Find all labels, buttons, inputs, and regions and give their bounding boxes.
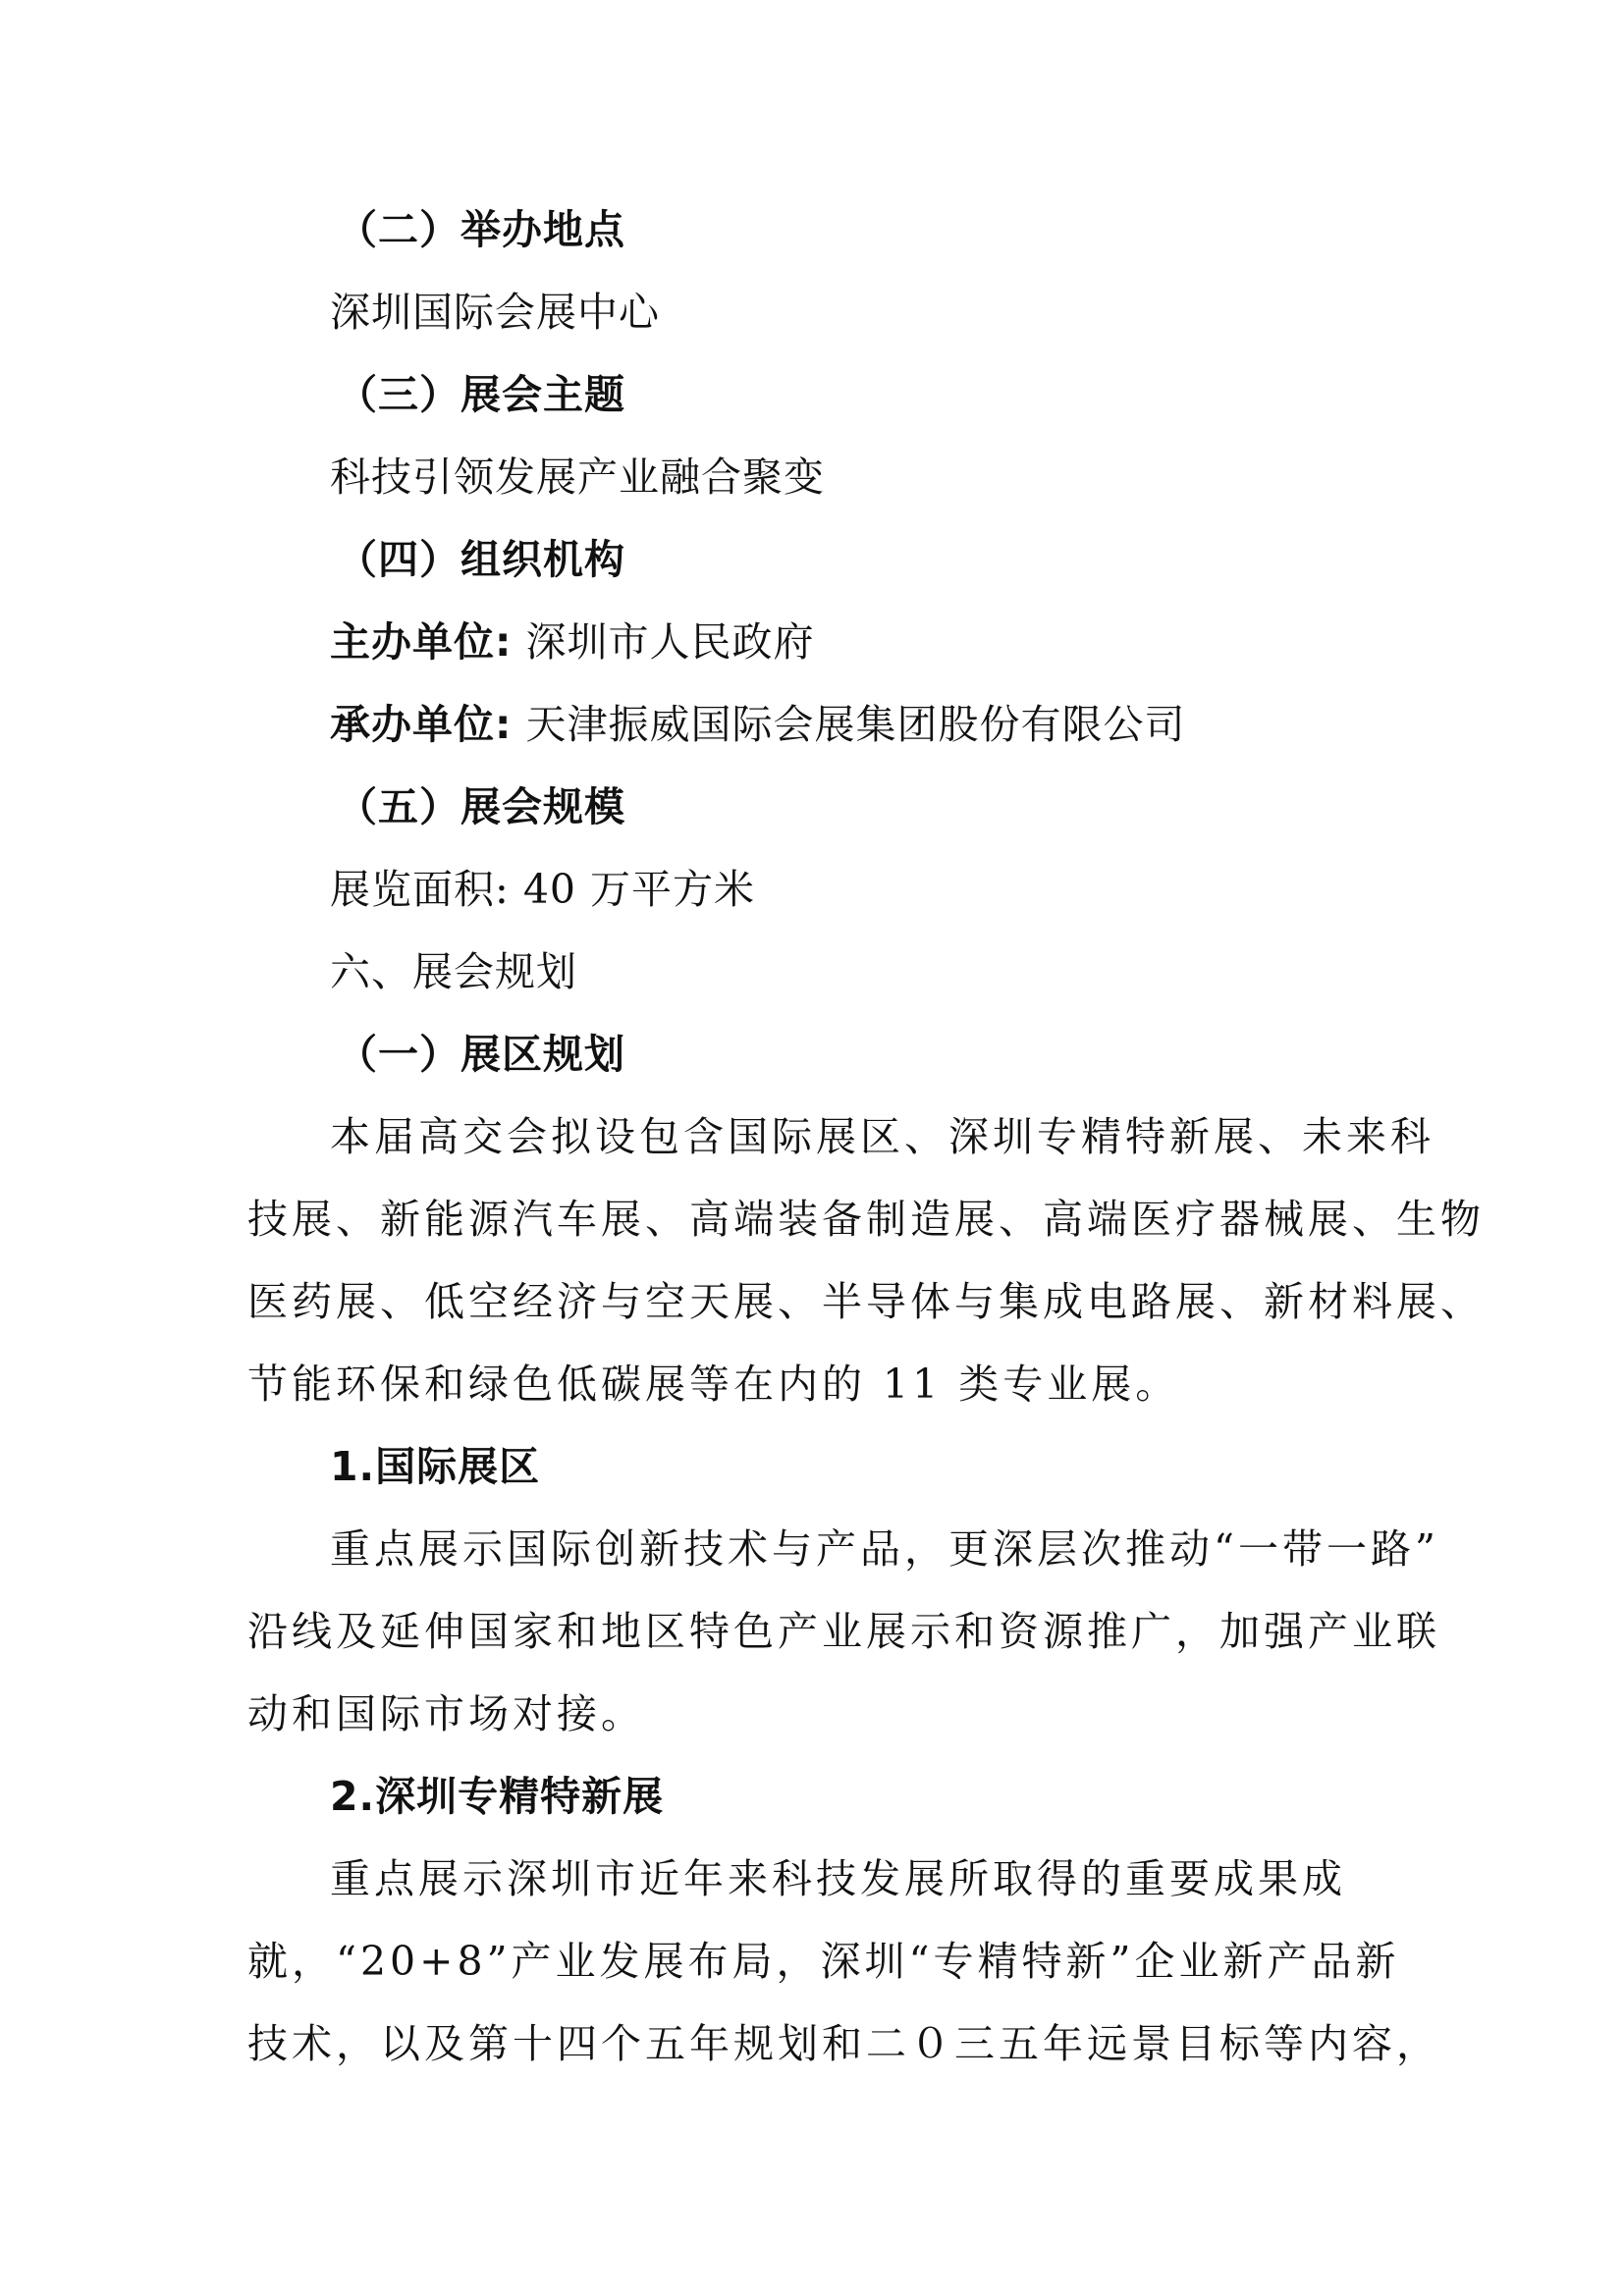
zone-para-line: 节能环保和绿色低碳展等在内的 11 类专业展。 <box>247 1361 1180 1408</box>
venue-heading: （二）举办地点 <box>337 206 625 253</box>
organizer-label: 承办单位: <box>330 701 513 748</box>
organizer-line <box>330 695 1469 754</box>
zone-para-line: 医药展、低空经济与空天展、半导体与集成电路展、新材料展、 <box>247 1278 1485 1325</box>
sz-para-line: 就，“20+8”产业发展布局，深圳“专精特新”企业新产品新 <box>247 1938 1400 1985</box>
intl-heading: 1.国际展区 <box>330 1443 541 1490</box>
host-value: 深圳市人民政府 <box>525 618 815 666</box>
zone-para-line: 技展、新能源汽车展、高端装备制造展、高端医疗器械展、生物 <box>247 1196 1485 1243</box>
intl-para-line: 沿线及延伸国家和地区特色产业展示和资源推广，加强产业联 <box>247 1608 1440 1655</box>
organizer-value: 天津振威国际会展集团股份有限公司 <box>525 701 1186 748</box>
host-line <box>330 613 1469 671</box>
theme-text: 科技引领发展产业融合聚变 <box>330 454 825 501</box>
intl-para-line: 动和国际市场对接。 <box>247 1690 645 1737</box>
sz-para-line: 技术，以及第十四个五年规划和二０三五年远景目标等内容， <box>247 2020 1440 2067</box>
intl-para-line: 重点展示国际创新技术与产品，更深层次推动“一带一路” <box>330 1525 1439 1573</box>
venue-text: 深圳国际会展中心 <box>330 289 660 336</box>
scale-text: 展览面积: 40 万平方米 <box>330 866 756 913</box>
zone-heading: （一）展区规划 <box>337 1031 625 1078</box>
sz-para-line: 重点展示深圳市近年来科技发展所取得的重要成果成 <box>330 1855 1346 1902</box>
zone-para-line: 本届高交会拟设包含国际展区、深圳专精特新展、未来科 <box>330 1113 1435 1160</box>
host-label: 主办单位: <box>330 618 513 666</box>
scale-heading: （五）展会规模 <box>337 783 625 830</box>
plan-heading: 六、展会规划 <box>330 948 577 995</box>
theme-heading: （三）展会主题 <box>337 371 625 418</box>
sz-heading: 2.深圳专精特新展 <box>330 1773 665 1820</box>
org-heading: （四）组织机构 <box>337 536 625 583</box>
